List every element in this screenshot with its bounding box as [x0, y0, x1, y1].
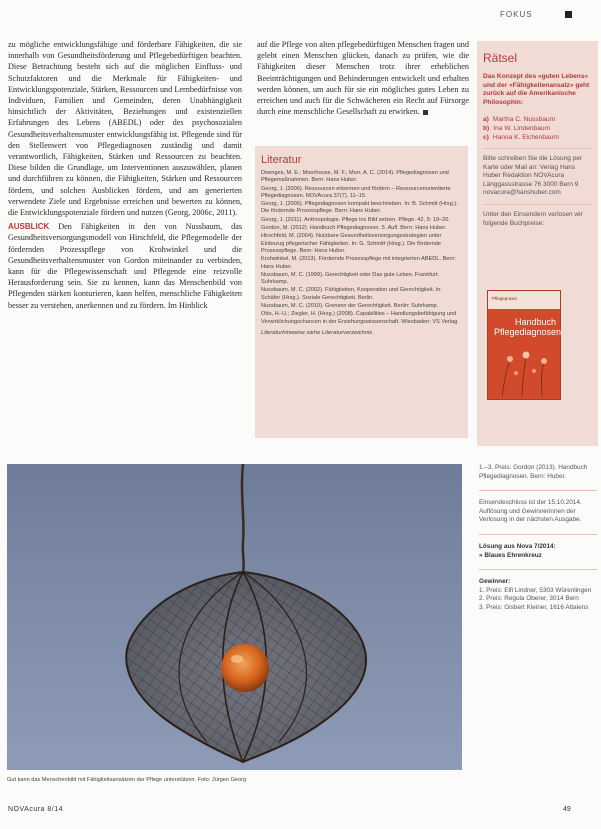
solution-value: » Blaues Ehrenkreuz [479, 551, 542, 559]
winner-entry: 2. Preis: Regula Oberer, 3014 Bern [479, 595, 579, 603]
physalis-illustration [7, 464, 462, 770]
option-text: Martha C. Nussbaum [492, 116, 556, 123]
deadline-note: Einsendeschluss ist der 15.10.2014. Auflösung und Gewinnerinnen der Verlosung in der nächsten Ausgabe. [479, 499, 582, 524]
book-title-line: Handbuch [514, 317, 556, 327]
literature-entry: Georg, J. (2011). Anthropologie. Pflege ins Bild setzen. Pflege. 42, 5: 19–20. [261, 216, 450, 223]
send-instructions: Bitte schreiben Sie die Lösung per Karte oder Mail an: Verlag Hans Huber Redaktion NOVAcura Länggassstrasse 76 3000 Bern 9 novacura@hanshuber.com [483, 155, 583, 197]
end-mark [423, 110, 428, 115]
literature-entry: Nussbaum, M. C. (1999). Gerechtigkeit oder Das gute Leben. Frankfurt: Suhrkamp. [261, 271, 439, 286]
divider [479, 534, 597, 535]
sidebar-lower [479, 464, 597, 622]
literature-entry: Nussbaum, M. C. (2002). Fähigkeiten, Kooperation und Gerechtigkeit. In: Schäfer (Hrsg.). Soziale Gerechtigkeit. Berlin. [261, 287, 442, 301]
solution-block [479, 543, 597, 560]
literature-box [255, 146, 468, 438]
ausblick-label: AUSBLICK [8, 222, 50, 232]
puzzle-option-b [483, 124, 592, 133]
body-column-middle [257, 39, 469, 117]
section-square [565, 11, 572, 18]
option-text: Ina W. Lindenbaum [493, 125, 551, 132]
body-paragraph: zu mögliche entwicklungsfähige und förderbare Fähigkeiten, die sie innerhalb von Gesundheitsförderung und Pflegebedürftigen beachten. Diese Betrachtung besteht sich auf die möglichen Einfluss- und Schutzfaktoren und die Merkmale für Fähigkeiten- und Entwicklungspotenziale, Stärken, Ressourcen und Lernbedürfnisse von Individuen, Familien und Gemeinden, deren Unabhängigkeit hinsichtlich der Aktivitäten, Beziehungen und existenziellen Erfahrungen des Lebens (ABEDL) oder des psychosozialen Gesundheitsverhaltensmuster entwicklungsfähig ist. Pflegende sind für den Stellenwert von Pflegediagnosen zuständig und damit verantwortlich, Fähigkeiten, Stärken und Ressourcen zu beachten. Diese bilden die Grundlage, um Interventionen auszuwählen, planen und durchführen zu können, die Fähigkeiten, Stärken und Ressourcen fördern, und solchen Ausblicken fördern, und am generierten verwendete Ziele und Ergebnisse erreichen und bewerten zu können, die Entwicklungspotenziale fördern und nutzen (Georg, 2006c, 2011). [8, 40, 242, 218]
footer-publication: NOVAcura 8/14 [8, 806, 64, 813]
puzzle-option-a [483, 115, 592, 124]
option-letter: a) [483, 116, 489, 123]
photo-caption: Gut kann das Menschenbild mit Fähigkeitsansätzen der Pflege unterstützen. Foto: Jürgen Georg [7, 777, 247, 783]
divider [479, 569, 597, 570]
literature-entry: Gordon, M. (2012). Handbuch Pflegediagnosen. 5. Aufl. Bern: Hans Huber. [261, 225, 447, 232]
prize-intro: Unter den Einsendern verlosen wir folgende Buchpreise: [483, 210, 583, 227]
body-column-left [8, 39, 242, 311]
divider [479, 490, 597, 491]
continued-text: auf die Pflege von alten pflegebedürftigen Menschen fragen und gelebt einen Menschen glücken, danach zu prüfen, wie die Fähigkeiten dieser Menschen trotz ihrer erheblichen Beeinträchtigungen und Behinderungen entwickelt und erhalten werden können, um auch für sie ein mögliches gutes Leben zu erreichen und auch für die Schwächeren ein Recht auf Fürsorge durch eine menschliche Gesellschaft zu erwirken. [257, 40, 469, 117]
book-flower-illustration [488, 341, 560, 399]
option-letter: c) [483, 134, 489, 141]
winners-label: Gewinner: [479, 578, 511, 586]
ausblick-text: Den Fähigkeiten in den von Nussbaum, das Gesundheitsversorgungsmodell von Hirschfeld, die Pflegemodelle der fördernden Prozesspflege von Krohwinkel und die Gesundheitsverhaltensmuster von Gordon miteinander zu verbinden, kann für die Pflegewissenschaft und Pflegende eine reizvolle Herausforderung sein. Sie zu kennen, kann das Menschenbild von Pflegenden stärken konturieren, kann helfen, menschliche Fähigkeiten besser zu verstehen, anerkennen und zu fördern. Im Hinblick [8, 222, 243, 310]
literature-entry: Hirschfeld, M. (2004). Nutzbare Gesundheitsversorgungsstrategien unter Einbezug pflegerischer Fähigkeiten. In: G. Schmitt (Hrsg.). Die fördernde Prozesspflege. Bern: Hans Huber. [261, 233, 442, 254]
puzzle-title: Rätsel [483, 51, 518, 65]
literature-entry: Doenges, M. E.; Moorhouse, M. F.; Murr, A. C. (2014). Pflegediagnosen und Pflegemaßnahmen. Bern: Hans Huber. [261, 170, 449, 184]
page-number: 49 [563, 806, 571, 813]
option-text: Hanna K. Eichenbaum [492, 134, 559, 141]
winners-block [479, 578, 597, 612]
literature-entry: Georg, J. (2006). Ressourcen erkennen und fördern – Ressourcenorientierte Pflegediagnosen. NOVAcura 37(7), 11–15. [261, 185, 451, 199]
literature-entry: Krohwinkel, M. (2013). Fördernde Prozesspflege mit integrierten ABEDL. Bern: Hans Huber. [261, 256, 456, 270]
book-cover-image [487, 290, 561, 400]
literature-entry: Otto, H.-U.; Ziegler, H. (Hrsg.) (2008). Capabilities – Handlungsbefähigung und Verwirklichungschancen in der Erziehungswissenschaft. Wiesbaden: VS Verlag. [261, 311, 459, 325]
puzzle-question: Das Konzept des «guten Lebens» und der «Fähigkeitenansatz» geht zurück auf die Amerikanische Philosophin: [483, 73, 590, 106]
divider [483, 204, 592, 205]
divider [483, 148, 592, 149]
ausblick-paragraph [8, 221, 242, 311]
body-paragraph-continued [257, 39, 469, 117]
puzzle-option-c [483, 133, 592, 142]
section-label: FOKUS [500, 10, 533, 19]
winner-entry: 1. Preis: Elfi Lindner, 5303 Würenlingen [479, 586, 592, 594]
book-cover-strip [488, 291, 560, 309]
literature-title: Literatur [261, 154, 302, 166]
book-cover-title [494, 317, 562, 337]
winner-entry: 3. Preis: Gisbert Kleiner, 1616 Attalens [479, 603, 589, 611]
literature-entry: Nussbaum, M. C. (2010). Grenzen der Gerechtigkeit. Berlin: Suhrkamp. [261, 303, 439, 310]
prize-book-note: 1.–3. Preis: Gordon (2013). Handbuch Pflegediagnosen. Bern: Huber. [479, 464, 588, 480]
book-title-line: Pflegediagnosen [494, 327, 562, 337]
literature-footer: Literaturhinweise siehe Literaturverzeichnis [261, 329, 373, 336]
literature-entry: Georg, J. (2006). Pflegediagnosen kompakt beschrieben. In: B. Schmitt (Hrsg.). Die fördernde Prozesspflege. Bern: Hans Huber. [261, 201, 458, 215]
solution-label: Lösung aus Nova 7/2014: [479, 542, 556, 550]
book-series-label: Pflegepraxis [492, 296, 517, 301]
physalis-photo [7, 464, 462, 770]
option-letter: b) [483, 125, 490, 132]
